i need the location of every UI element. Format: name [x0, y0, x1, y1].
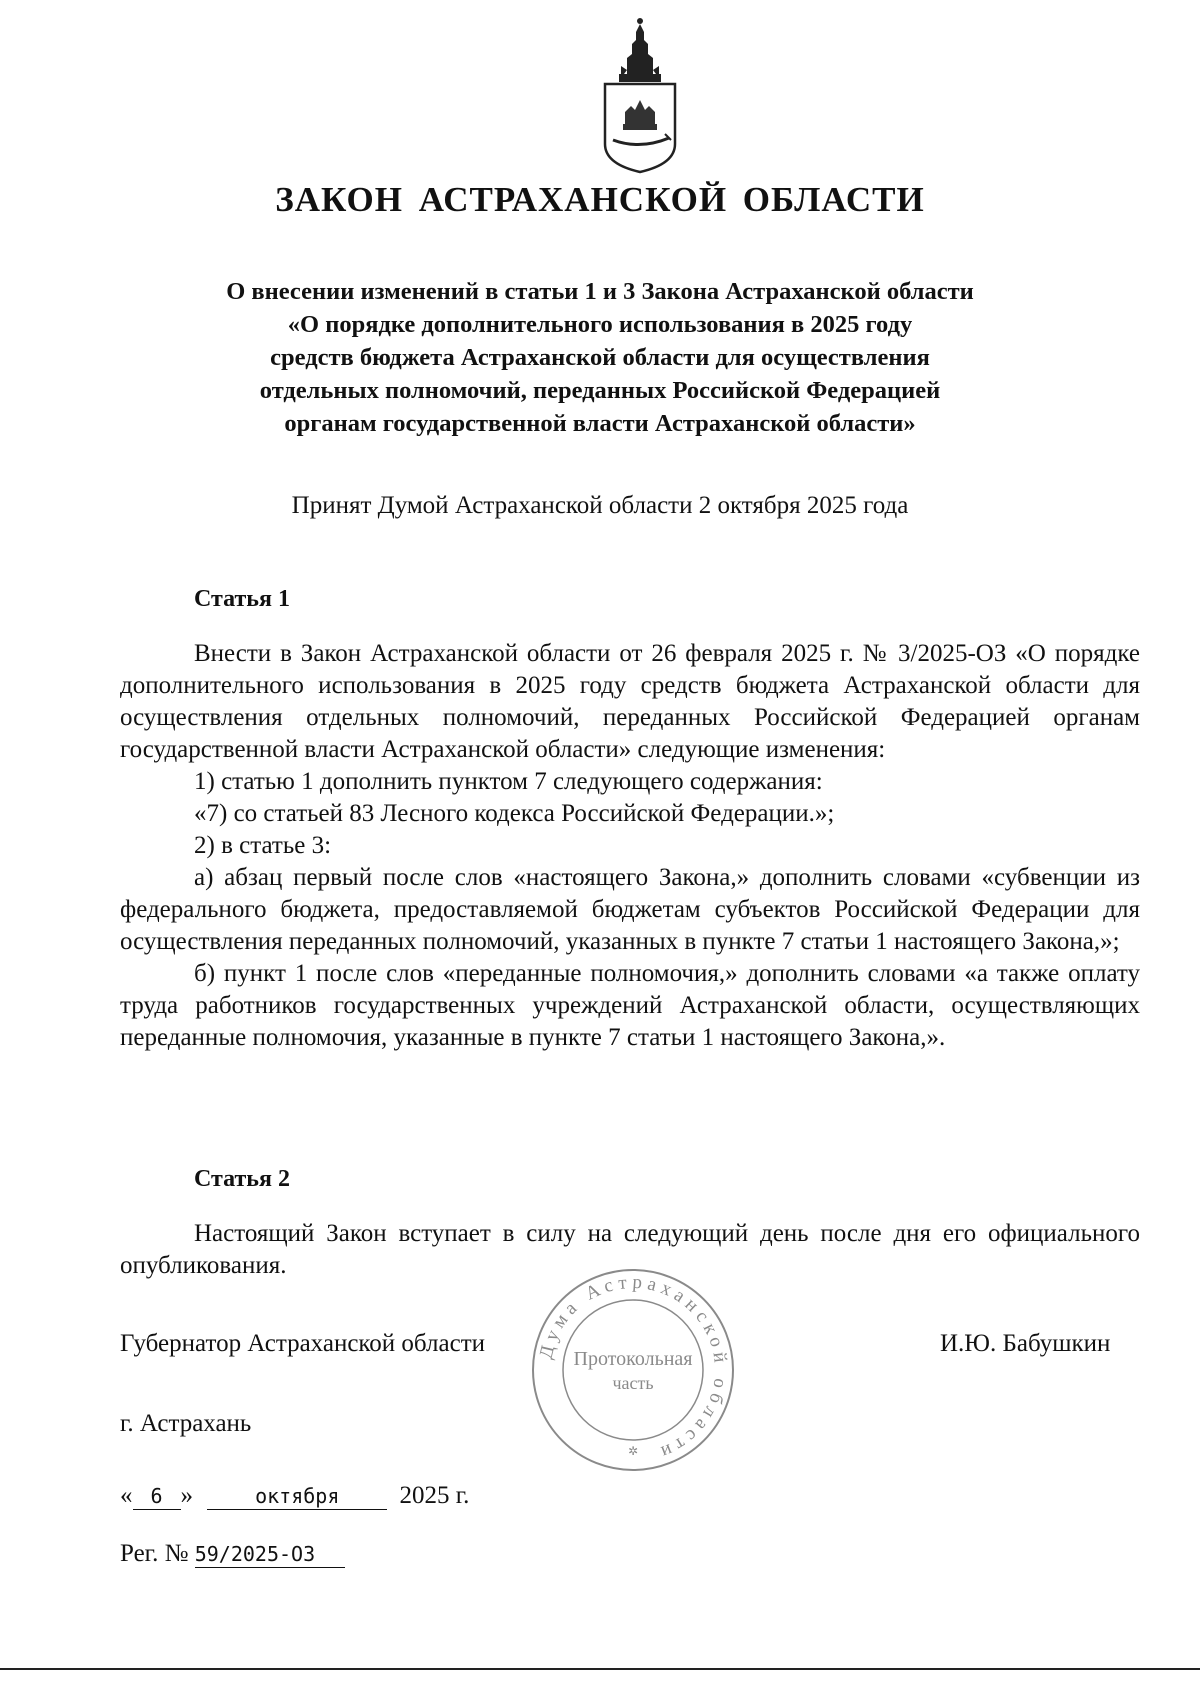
governor-position: Губернатор Астраханской области — [120, 1330, 486, 1357]
subtitle-line: отдельных полномочий, переданных Российской Федерацией — [259, 377, 941, 404]
registration-label: Рег. № — [120, 1540, 189, 1567]
governor-name: И.Ю. Бабушкин — [940, 1330, 1111, 1357]
seal-center-line1: Протокольная — [573, 1348, 693, 1370]
date-close-quote: » — [180, 1482, 193, 1509]
article-paragraph: Настоящий Закон вступает в силу на следующий день после дня его официального опубликования. — [120, 1220, 1140, 1279]
duma-seal-stamp — [528, 1265, 738, 1475]
subtitle-line: средств бюджета Астраханской области для осуществления — [270, 344, 930, 371]
astrakhan-coat-of-arms-icon — [585, 14, 695, 174]
subtitle-line: О внесении изменений в статьи 1 и 3 Закона Астраханской области — [226, 278, 974, 305]
article-1-heading: Статья 1 — [194, 586, 290, 612]
bottom-divider — [0, 1668, 1200, 1670]
document-title: ЗАКОН АСТРАХАНСКОЙ ОБЛАСТИ — [275, 180, 925, 219]
date-year: 2025 г. — [399, 1482, 470, 1509]
article-2-heading: Статья 2 — [194, 1166, 290, 1192]
seal-star-icon: ✲ — [627, 1444, 639, 1458]
registration-number: 59/2025-ОЗ — [195, 1541, 345, 1568]
seal-ring-text: Дума Астраханской области — [535, 1271, 732, 1465]
article-paragraph: 1) статью 1 дополнить пунктом 7 следующего содержания: — [194, 768, 823, 795]
article-paragraph: Внести в Закон Астраханской области от 26 февраля 2025 г. № 3/2025-ОЗ «О порядке дополнительного использования в 2025 году средств бюджета Астраханской области для осуществления отдельных полномочий, переданных Российской Федерацией органам государственной власти Астраханской области» следующие изменения: — [120, 640, 1140, 763]
adoption-statement: Принят Думой Астраханской области 2 октября 2025 года — [291, 492, 909, 519]
article-paragraph: а) абзац первый после слов «настоящего Закона,» дополнить словами «субвенции из федерального бюджета, предоставляемой бюджетам субъектов Российской Федерации для осуществления переданных полномочий, указанных в пункте 7 статьи 1 настоящего Закона,»; — [120, 864, 1140, 955]
subtitle-line: «О порядке дополнительного использования в 2025 году — [287, 311, 913, 338]
date-open-quote: « — [120, 1482, 133, 1509]
date-day: 6 — [133, 1483, 181, 1510]
signing-date — [120, 1482, 469, 1510]
subtitle-line: органам государственной власти Астраханской области» — [284, 410, 916, 437]
signing-city: г. Астрахань — [120, 1410, 252, 1437]
date-month: октября — [207, 1483, 387, 1510]
registration-line — [120, 1540, 345, 1568]
article-1-body — [120, 638, 1140, 1054]
article-paragraph: 2) в статье 3: — [194, 832, 332, 859]
article-paragraph: «7) со статьей 83 Лесного кодекса Российской Федерации.»; — [194, 800, 835, 827]
law-subtitle — [150, 275, 1050, 440]
seal-center-line2: часть — [612, 1373, 654, 1393]
article-paragraph: б) пункт 1 после слов «переданные полномочия,» дополнить словами «а также оплату труда работников государственных учреждений Астраханской области, осуществляющих переданные полномочия, указанные в пункте 7 статьи 1 настоящего Закона,». — [120, 960, 1140, 1051]
